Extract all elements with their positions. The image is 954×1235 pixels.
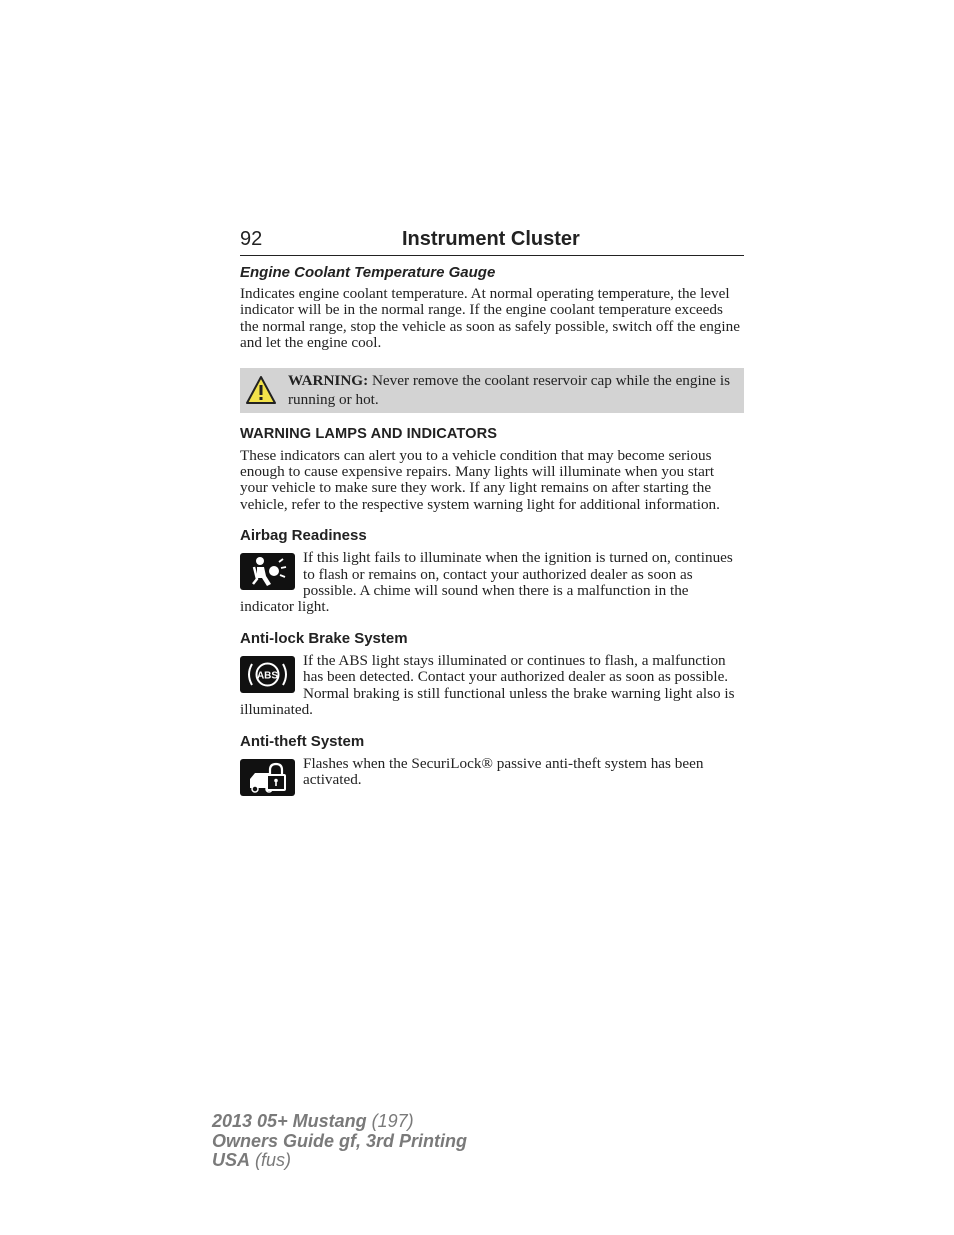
abs-icon (240, 656, 295, 693)
warning-text (288, 371, 736, 409)
airbag-text: If this light fails to illuminate when the ignition is turned on, continues to flash or remains on, contact your authorized dealer as soon as possible. A chime will sound when there is a malfunction in the indicator light. (240, 550, 733, 616)
airbag-icon (240, 553, 295, 590)
abs-text: If the ABS light stays illuminated or continues to flash, a malfunction has been detected. Contact your authorized dealer as soon as possible. Normal braking is still functional unless the brake warning light also is illuminated. (240, 652, 735, 719)
footer-market-code: (fus) (250, 1150, 292, 1170)
page-number: 92 (240, 228, 263, 250)
page-footer (212, 1112, 467, 1171)
warning-label: WARNING: (288, 371, 369, 389)
footer-line-3 (212, 1151, 467, 1171)
warning-triangle-icon (245, 375, 277, 405)
anti-theft-icon (240, 759, 295, 796)
warning-lamps-heading: WARNING LAMPS AND INDICATORS (240, 425, 498, 442)
page-header (240, 228, 744, 256)
coolant-gauge-text: Indicates engine coolant temperature. At normal operating temperature, the level indicator will be in the normal range. If the engine coolant temperature exceeds the normal range, stop the vehicle as soon as safely possible, switch off the engine and let the engine cool. (240, 285, 740, 352)
coolant-gauge-heading: Engine Coolant Temperature Gauge (240, 264, 496, 281)
airbag-heading: Airbag Readiness (240, 527, 367, 545)
antitheft-text: Flashes when the SecuriLock® passive anti-theft system has been activated. (303, 755, 704, 788)
warning-lamps-text: These indicators can alert you to a vehicle condition that may become serious enough to cause expensive repairs. Many lights will illuminate when you start your vehicle to make sure they work. If any light remains on after starting the vehicle, refer to the respective system warning light for additional information. (240, 446, 720, 513)
footer-line-2: Owners Guide gf, 3rd Printing (212, 1130, 468, 1151)
warning-box (240, 368, 744, 413)
warning-message: Never remove the coolant reservoir cap while the engine is running or hot. (288, 371, 730, 408)
page-content (240, 228, 744, 796)
airbag-indicator (240, 550, 744, 616)
footer-model-code: (197) (366, 1111, 414, 1131)
abs-heading: Anti-lock Brake System (240, 629, 408, 647)
footer-line-1 (212, 1112, 467, 1132)
abs-indicator (240, 653, 744, 719)
abs-icon-label: ABS (256, 670, 279, 682)
antitheft-indicator (240, 756, 744, 796)
footer-model: 2013 05+ Mustang (212, 1111, 367, 1131)
antitheft-heading: Anti-theft System (240, 732, 365, 750)
chapter-title: Instrument Cluster (402, 228, 580, 250)
footer-market: USA (212, 1150, 251, 1170)
